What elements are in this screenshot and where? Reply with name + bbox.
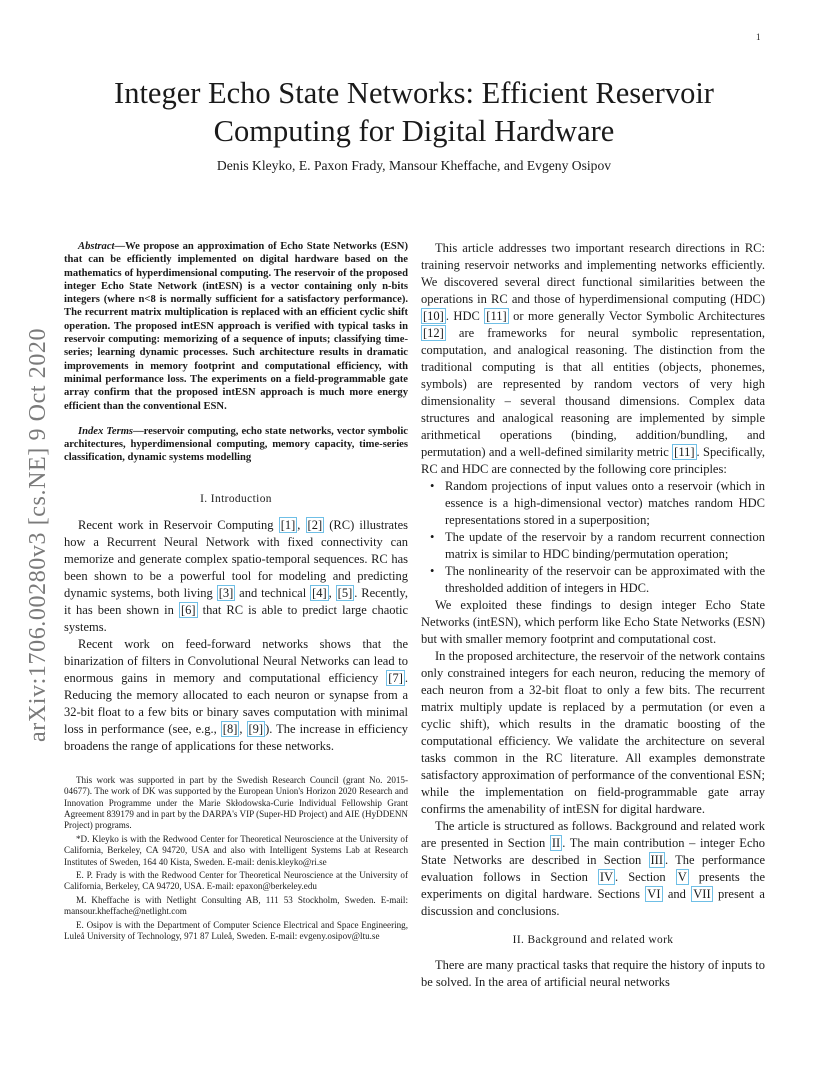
citation-link[interactable]: [10] [423,309,444,323]
text-span: . The performance evaluation follows in Section [421,853,765,884]
citation-link[interactable]: [9] [248,721,264,736]
text-span: presents the experiments on digital hardware. Sections [421,870,765,901]
arxiv-side-stamp: arXiv:1706.00280v3 [cs.NE] 9 Oct 2020 [25,327,51,742]
text-span: present a discussion and conclusions. [421,887,765,918]
text-span: , [297,517,306,532]
section-link[interactable]: V [677,870,687,884]
abstract-lead: Abstract [78,241,115,252]
text-span: are frameworks for neural symbolic representation, computation, and analogical reasoning. The distinction from the traditional computing is that all entities (objects, phonemes, symbols) are represented by random vectors of very high dimensionality – several thousand dimensions. Complex data structures and analogical reasoning are implemented by simple arithmetical operations (binding, addition/bundling, and permutation) and a well-defined similarity metric [421,326,765,459]
citation-link[interactable]: [11] [486,309,507,323]
page-number: 1 [756,32,761,42]
text-span: . Recently, it has been shown in [64,585,408,617]
footnote-funding: This work was supported in part by the Swedish Research Council (grant No. 2015-04677). The work of DK was supported by the European Union's Horizon 2020 Research and Innovation Programme under the Marie Skłodowska-Curie Individual Fellowship Grant Agreement 839179 and in part by the DARPA's VIP (Super-HD Project) and AIE (HyDDENN Project) programs. [64,774,408,831]
intro-paragraph-1 [64,517,408,636]
text-span: Recent work in Reservoir Computing [78,517,279,532]
right-paragraph-2: We exploited these findings to design integer Echo State Networks (intESN), which perform like Echo State Networks (ESN) but with smaller memory footprint and computational cost. [421,598,765,646]
citation-link[interactable]: [6] [180,602,196,617]
citation-link[interactable]: [3] [218,585,234,600]
citation-link[interactable]: [5] [337,585,353,600]
list-item: • The update of the reservoir by a random recurrent connection matrix is similar to HDC binding/permutation operation; [445,529,765,563]
right-column [421,240,765,991]
text-span: ). The increase in efficiency broadens the range of applications for these networks. [64,721,409,753]
section-link[interactable]: VII [693,887,711,901]
section-heading-introduction: I. Introduction [200,492,272,505]
citation-link[interactable]: [12] [423,326,444,340]
right-paragraph-4 [421,818,765,920]
intro-paragraph-2 [64,636,408,755]
footnote-osipov: E. Osipov is with the Department of Computer Science Electrical and Space Engineering, Luleå University of Technology, 971 87 Luleå, Sweden. E-mail: evgeny.osipov@ltu.se [64,919,408,942]
paper-title: Integer Echo State Networks: Efficient Reservoir Computing for Digital Hardware [114,76,714,148]
right-paragraph-3: In the proposed architecture, the reservoir of the network contains only constrained integers for each neuron, reducing the memory of each neuron from a 32-bit float to only a few bits. The recurrent matrix multiply update is replaced by a permutation (or even a cyclic shift), which results in the dramatic boosting of the computational efficiency. We validate the architecture on several tasks common in the RC literature. All examples demonstrate satisfactory approximation of performance of the conventional ESN; while the implementation on field-programmable gate array confirms the amenability of intESN for digital hardware. [421,649,765,816]
text-span: , [239,721,247,736]
text-span: Recent work on feed-forward networks shows that the binarization of filters in Convolutional Neural Networks can lead to enormous gains in memory and computational efficiency [64,636,408,685]
text-span: . HDC [445,309,485,323]
text-span: This article addresses two important research directions in RC: training reservoir networks and implementing networks efficiently. We discovered several direct functional similarities between the operations in RC and those of hyperdimensional computing (HDC) [421,241,765,306]
abstract-text: —We propose an approximation of Echo State Networks (ESN) that can be efficiently implemented on digital hardware based on the mathematics of hyperdimensional computing. The reservoir of the proposed integer Echo State Network (intESN) is a vector containing only n-bits integers (where n<8 is normally sufficient for a satisfactory performance). The recurrent matrix multiplication is replaced with an efficient cyclic shift operation. The proposed intESN approach is verified with typical tasks in reservoir computing: memorizing of a sequence of inputs; classifying time-series; learning dynamic processes. Such architecture results in dramatic improvements in memory footprint and computational efficiency, with minimal performance loss. The experiments on a field-programmable gate array confirm that the proposed intESN approach is much more energy efficient than the conventional ESN. [64,241,408,412]
text-span: . Section [615,870,676,884]
list-item: • The nonlinearity of the reservoir can be approximated with the thresholded addition of integers in HDC. [445,563,765,597]
section-link[interactable]: VI [647,887,661,901]
section-link[interactable]: III [650,853,663,867]
section-link[interactable]: IV [599,870,614,884]
citation-link[interactable]: [8] [222,721,238,736]
text-span: and technical [235,585,311,600]
text-span: that RC is able to predict large chaotic systems. [64,602,408,634]
principles-list [421,478,765,597]
footnote-kleyko: *D. Kleyko is with the Redwood Center for Theoretical Neuroscience at the University of California, Berkeley, CA 94720, USA and also with Intelligent Systems Lab at Research Institutes of Sweden, 164 40 Kista, Sweden. E-mail: denis.kleyko@ri.se [64,833,408,867]
citation-link[interactable]: [1] [280,517,296,532]
citation-link[interactable]: [11] [674,445,695,459]
text-span: . The main contribution – integer Echo State Networks are described in Section [421,836,765,867]
section-link[interactable]: II [551,836,561,850]
citation-link[interactable]: [2] [307,517,323,532]
index-terms [64,425,408,465]
right-paragraph-5: There are many practical tasks that require the history of inputs to be solved. In the area of artificial neural networks [421,958,765,989]
text-span: . Specifically, RC and HDC are connected by the following core principles: [421,445,765,476]
footnotes [64,775,408,943]
right-paragraph-1 [421,240,765,478]
text-span: , [328,585,336,600]
list-item: • Random projections of input values onto a reservoir (which in essence is a high-dimensional vector) matches random HDC representations stored in a superposition; [445,478,765,529]
footnote-kheffache: M. Kheffache is with Netlight Consulting AB, 111 53 Stockholm, Sweden. E-mail: mansour.kheffache@netlight.com [64,894,408,917]
footnote-frady: E. P. Frady is with the Redwood Center for Theoretical Neuroscience at the University of California, Berkeley, CA 94720, USA. E-mail: epaxon@berkeley.edu [64,870,408,892]
left-column [64,240,408,944]
text-span: and [662,887,692,901]
citation-link[interactable]: [7] [388,670,403,685]
text-span: (RC) illustrates how a Recurrent Neural Network with fixed connectivity can memorize and generate complex spatio-temporal sequences. RC has been shown to be a powerful tool for modeling and predicting dynamic systems, both living [64,517,408,600]
abstract [64,240,408,413]
text-span: The article is structured as follows. Background and related work are presented in Section [421,819,765,850]
section-heading-background: II. Background and related work [512,934,674,946]
text-span: . Reducing the memory allocated to each neuron or synapse from a 32-bit float to a few bits or binary saves computation with minimal loss in performance (see, e.g., [64,670,408,736]
index-terms-lead: Index Terms [78,425,134,437]
author-list: Denis Kleyko, E. Paxon Frady, Mansour Kheffache, and Evgeny Osipov [216,158,612,173]
index-terms-text: —reservoir computing, echo state networks, vector symbolic architectures, hyperdimensional computing, memory capacity, time-series classification, dynamic systems modelling [64,425,408,464]
citation-link[interactable]: [4] [312,585,327,600]
text-span: or more generally Vector Symbolic Architectures [508,309,765,323]
